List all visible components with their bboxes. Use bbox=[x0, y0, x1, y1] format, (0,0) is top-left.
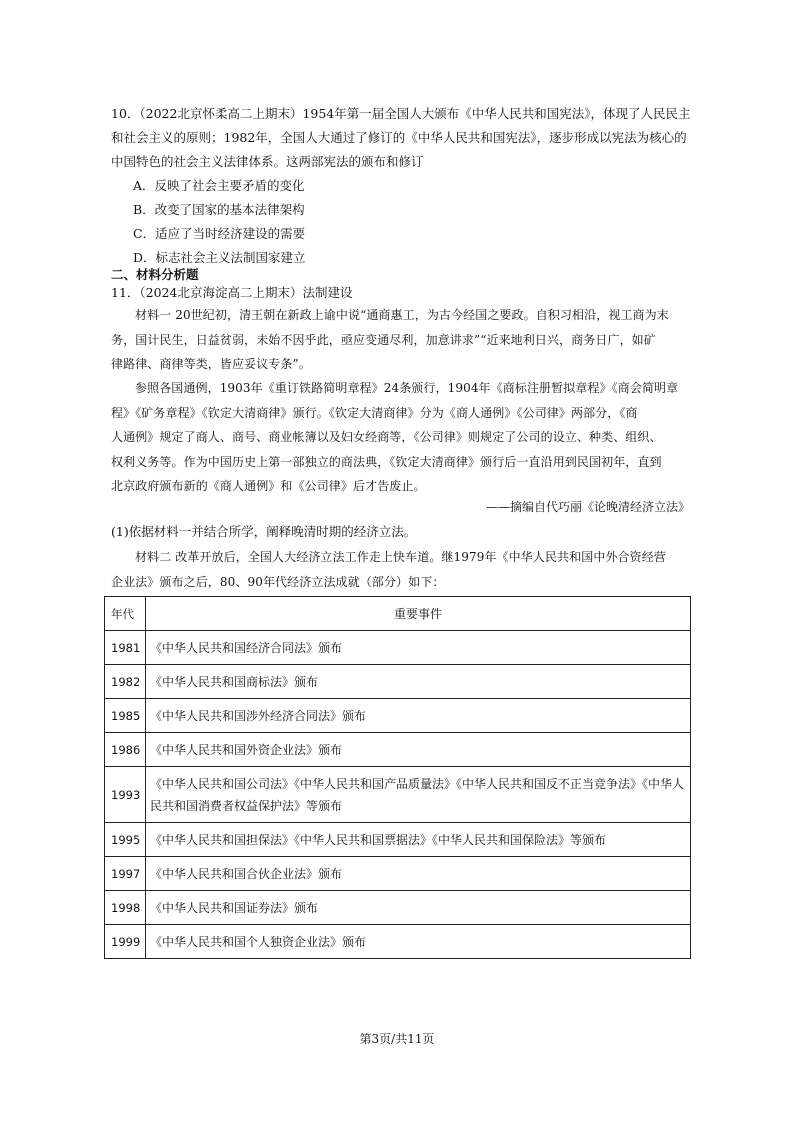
header-year: 年代 bbox=[105, 597, 146, 631]
table-row bbox=[105, 925, 691, 959]
row-event: 《中华人民共和国外资企业法》颁布 bbox=[146, 733, 691, 767]
row-event: 《中华人民共和国涉外经济合同法》颁布 bbox=[146, 699, 691, 733]
row-year: 1998 bbox=[105, 891, 146, 925]
table-row bbox=[105, 823, 691, 857]
row-year: 1981 bbox=[105, 631, 146, 665]
row-event: 《中华人民共和国经济合同法》颁布 bbox=[146, 631, 691, 665]
material-1-line-3: 律路律、商律等类，皆应妥议专条”。 bbox=[111, 357, 311, 371]
legislation-table bbox=[104, 596, 691, 959]
row-year: 1985 bbox=[105, 699, 146, 733]
material-1 bbox=[111, 303, 691, 377]
table-row bbox=[105, 733, 691, 767]
q10-option-c: C．适应了当时经济建设的需要 bbox=[133, 226, 306, 241]
material-1-line-1: 材料一 20世纪初，清王朝在新政上谕中说“通商惠工，为古今经国之要政。自积习相沿，视工商为末 bbox=[135, 308, 669, 322]
row-year: 1986 bbox=[105, 733, 146, 767]
table-row bbox=[105, 891, 691, 925]
material-2-line-1: 参照各国通例，1903年《重订铁路简明章程》24条颁行，1904年《商标注册暂拟章程》《商会简明章 bbox=[135, 381, 679, 395]
table-header-row bbox=[105, 597, 691, 631]
row-year: 1997 bbox=[105, 857, 146, 891]
citation: ——摘编自代巧丽《论晚清经济立法》 bbox=[485, 500, 690, 514]
row-event: 《中华人民共和国合伙企业法》颁布 bbox=[146, 857, 691, 891]
material-2 bbox=[111, 545, 691, 594]
q10-stem-line-3: 中国特色的社会主义法律体系。这两部宪法的颁布和修订 bbox=[111, 154, 424, 169]
row-event: 《中华人民共和国公司法》《中华人民共和国产品质量法》《中华人民共和国反不正当竞争法》《中华人民共和国消费者权益保护法》等颁布 bbox=[146, 767, 691, 823]
material-2-line-4: 权利义务等。作为中国历史上第一部独立的商法典，《钦定大清商律》颁行后一直沿用到民国初年，直到 bbox=[111, 454, 662, 469]
q10-option-d: D．标志社会主义法制国家建立 bbox=[133, 250, 306, 265]
material-3-line-2: 企业法》颁布之后，80、90年代经济立法成就（部分）如下： bbox=[111, 574, 445, 589]
row-event: 《中华人民共和国担保法》《中华人民共和国票据法》《中华人民共和国保险法》等颁布 bbox=[146, 823, 691, 857]
page-footer: 第3页/共11页 bbox=[359, 1032, 435, 1046]
table-row bbox=[105, 665, 691, 699]
sub-question-1: (1)依据材料一并结合所学，阐释晚清时期的经济立法。 bbox=[111, 524, 417, 539]
q11-heading: 11．（2024北京海淀高二上期末）法制建设 bbox=[111, 285, 353, 300]
table-row bbox=[105, 631, 691, 665]
material-1-continued bbox=[111, 376, 691, 499]
q10-stem-line-1: 10．（2022北京怀柔高二上期末）1954年第一届全国人大颁布《中华人民共和国宪法》，体现了人民民主 bbox=[111, 106, 691, 121]
material-2-line-2: 程》《矿务章程》《钦定大清商律》颁行。《钦定大清商律》分为《商人通例》《公司律》两部分，《商 bbox=[111, 405, 638, 420]
question-10 bbox=[111, 102, 691, 270]
q10-option-b: B．改变了国家的基本法律架构 bbox=[133, 202, 305, 217]
table-row bbox=[105, 767, 691, 823]
row-year: 1999 bbox=[105, 925, 146, 959]
row-event: 《中华人民共和国个人独资企业法》颁布 bbox=[146, 925, 691, 959]
material-1-line-2: 务，国计民生，日益贫弱，未始不因乎此，亟应变通尽利，加意讲求”“近来地利日兴，商务日广，如矿 bbox=[111, 332, 656, 347]
table-row bbox=[105, 699, 691, 733]
material-3-line-1: 材料二 改革开放后，全国人大经济立法工作走上快车道。继1979年《中华人民共和国中外合资经营 bbox=[135, 550, 666, 564]
material-2-line-5: 北京政府颁布新的《商人通例》和《公司律》后才告废止。 bbox=[111, 479, 426, 493]
q10-option-a: A．反映了社会主要矛盾的变化 bbox=[133, 178, 305, 193]
header-event: 重要事件 bbox=[146, 597, 691, 631]
material-2-line-3: 人通例》规定了商人、商号、商业帐簿以及妇女经商等，《公司律》则规定了公司的设立、种类、组织、 bbox=[111, 430, 662, 444]
table-row bbox=[105, 857, 691, 891]
q10-stem-line-2: 和社会主义的原则；1982年，全国人大通过了修订的《中华人民共和国宪法》，逐步形成以宪法为核心的 bbox=[111, 130, 687, 145]
row-year: 1993 bbox=[105, 767, 146, 823]
row-event: 《中华人民共和国证券法》颁布 bbox=[146, 891, 691, 925]
row-year: 1995 bbox=[105, 823, 146, 857]
section-heading: 二、材料分析题 bbox=[111, 267, 199, 282]
row-event: 《中华人民共和国商标法》颁布 bbox=[146, 665, 691, 699]
row-year: 1982 bbox=[105, 665, 146, 699]
